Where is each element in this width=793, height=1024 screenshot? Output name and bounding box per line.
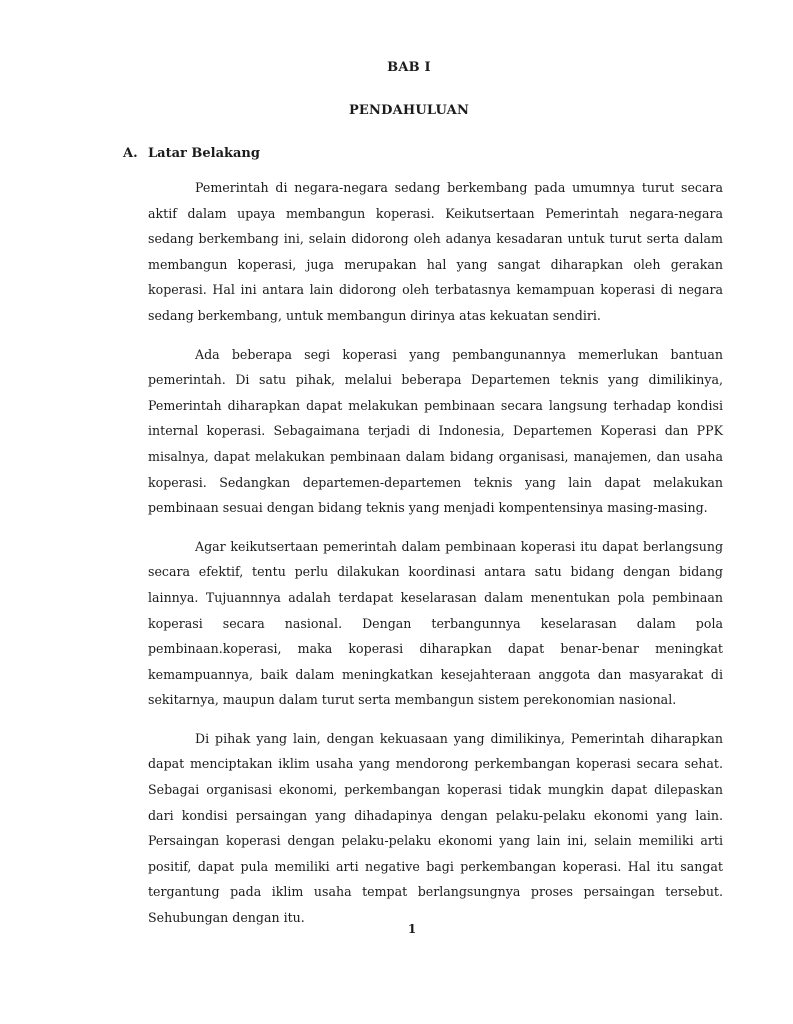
paragraph-2: Ada beberapa segi koperasi yang pembangunannya memerlukan bantuan pemerintah. Di satu pihak, melalui beberapa Departemen teknis yang dimilikinya, Pemerintah diharapkan dapat melakukan pembinaan secara langsung terhadap kondisi internal koperasi. Sebagaimana terjadi di Indonesia, Departemen Koperasi dan PPK misalnya, dapat melakukan pembinaan dalam bidang organisasi, manajemen, dan usaha koperasi. Sedangkan departemen-departemen teknis yang lain dapat melakukan pembinaan sesuai dengan bidang teknis yang menjadi kompentensinya masing-masing. — [148, 346, 723, 516]
page-number: 1 — [407, 922, 417, 936]
section-number: A. — [123, 146, 138, 161]
paragraph-4: Di pihak yang lain, dengan kekuasaan yang dimilikinya, Pemerintah diharapkan dapat menciptakan iklim usaha yang mendorong perkembangan koperasi secara sehat. Sebagai organisasi ekonomi, perkembangan koperasi tidak mungkin dapat dilepaskan dari kondisi persaingan yang dihadapinya dengan pelaku-pelaku ekonomi yang lain. Persaingan koperasi dengan pelaku-pelaku ekonomi yang lain ini, selain memiliki arti positif, dapat pula memiliki arti negative bagi perkembangan koperasi. Hal itu sangat tergantung pada iklim usaha tempat berlangsungnya proses persaingan tersebut. Sehubungan dengan itu. — [148, 730, 723, 926]
chapter-title: PENDAHULUAN — [348, 103, 470, 118]
section-heading — [123, 146, 260, 161]
paragraph-3: Agar keikutsertaan pemerintah dalam pembinaan koperasi itu dapat berlangsung secara efektif, tentu perlu dilakukan koordinasi antara satu bidang dengan bidang lainnya. Tujuannnya adalah terdapat keselarasan dalam menentukan pola pembinaan koperasi secara nasional. Dengan terbangunnya keselarasan dalam pola pembinaan.koperasi, maka koperasi diharapkan dapat benar-benar meningkat kemampuannya, baik dalam meningkatkan kesejahteraan anggota dan masyarakat di sekitarnya, maupun dalam turut serta membangun sistem perekonomian nasional. — [148, 538, 723, 708]
section-title: Latar Belakang — [148, 146, 260, 161]
document-body — [148, 175, 723, 926]
paragraph-1: Pemerintah di negara-negara sedang berkembang pada umumnya turut secara aktif dalam upaya membangun koperasi. Keikutsertaan Pemerintah negara-negara sedang berkembang ini, selain didorong oleh adanya kesadaran untuk turut serta dalam membangun koperasi, juga merupakan hal yang sangat diharapkan oleh gerakan koperasi. Hal ini antara lain didorong oleh terbatasnya kemampuan koperasi di negara sedang berkembang, untuk membangun dirinya atas kekuatan sendiri. — [148, 180, 723, 323]
chapter-label: BAB I — [387, 60, 431, 75]
